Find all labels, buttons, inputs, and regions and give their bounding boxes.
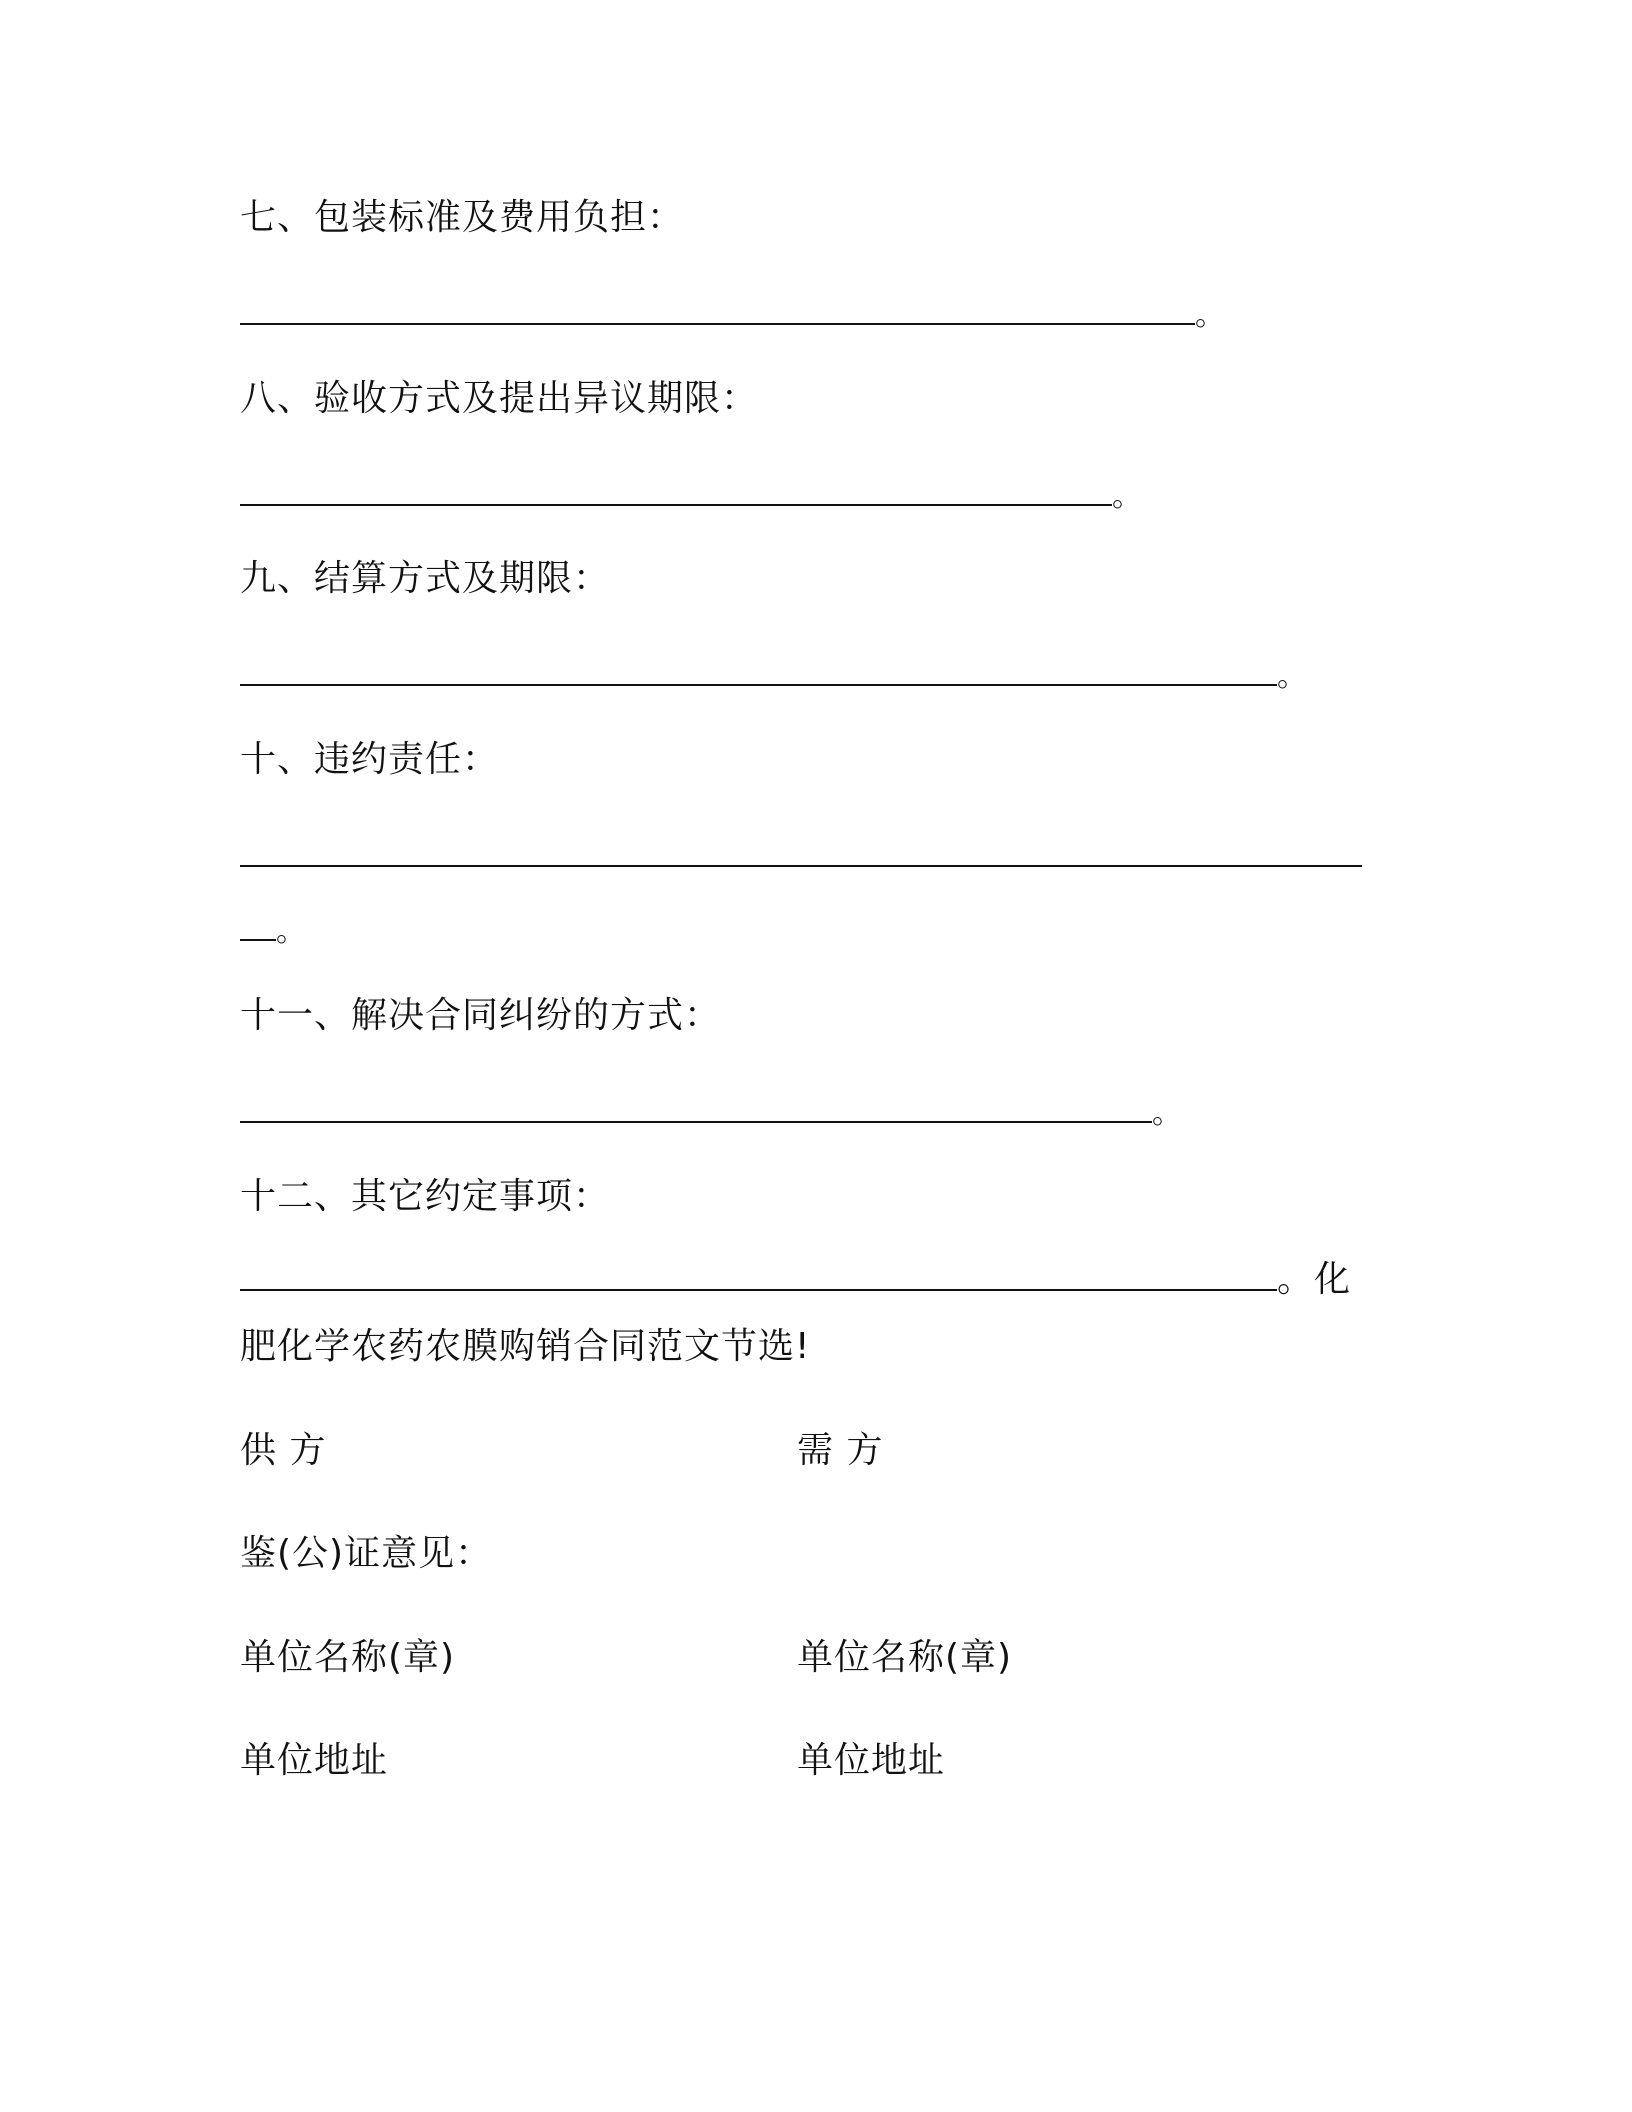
section-9-fill-line (240, 651, 1308, 701)
section-12-heading: 十二、其它约定事项： (240, 1176, 611, 1217)
section-12-fill-line (240, 1256, 1351, 1304)
buyer-unit-address-label: 单位地址 (797, 1740, 946, 1781)
section-7-end: 。 (1195, 298, 1226, 333)
section-10-blank-1[interactable] (240, 835, 1362, 867)
section-11-heading: 十一、解决合同纠纷的方式： (240, 995, 722, 1036)
supplier-unit-address-label: 单位地址 (240, 1740, 389, 1781)
section-11-fill-line (240, 1088, 1183, 1138)
section-10-fill-line-2 (240, 906, 307, 956)
section-8-end: 。 (1112, 479, 1143, 514)
section-11-blank[interactable] (240, 1091, 1152, 1123)
buyer-label: 需 方 (797, 1430, 884, 1471)
section-9-end: 。 (1277, 659, 1308, 694)
notary-opinion-label: 鉴(公)证意见： (240, 1533, 493, 1574)
section-12-end: 。化 (1277, 1259, 1352, 1300)
section-12-blank[interactable] (240, 1259, 1277, 1291)
section-11-end: 。 (1152, 1096, 1183, 1131)
section-7-fill-line (240, 290, 1226, 340)
section-10-fill-line-1 (240, 832, 1362, 880)
section-9-heading: 九、结算方式及期限： (240, 558, 611, 599)
section-9-blank[interactable] (240, 654, 1277, 686)
section-10-blank-2[interactable] (240, 909, 276, 941)
section-10-heading: 十、违约责任： (240, 739, 500, 780)
section-7-heading: 七、包装标准及费用负担： (240, 197, 685, 238)
section-10-end: 。 (276, 914, 307, 949)
section-8-blank[interactable] (240, 474, 1112, 506)
section-8-fill-line (240, 471, 1143, 521)
section-8-heading: 八、验收方式及提出异议期限： (240, 378, 759, 419)
title-continuation: 肥化学农药农膜购销合同范文节选! (240, 1326, 811, 1367)
supplier-label: 供 方 (240, 1430, 327, 1471)
section-7-blank[interactable] (240, 293, 1195, 325)
supplier-unit-name-label: 单位名称(章) (240, 1637, 456, 1678)
buyer-unit-name-label: 单位名称(章) (797, 1637, 1013, 1678)
